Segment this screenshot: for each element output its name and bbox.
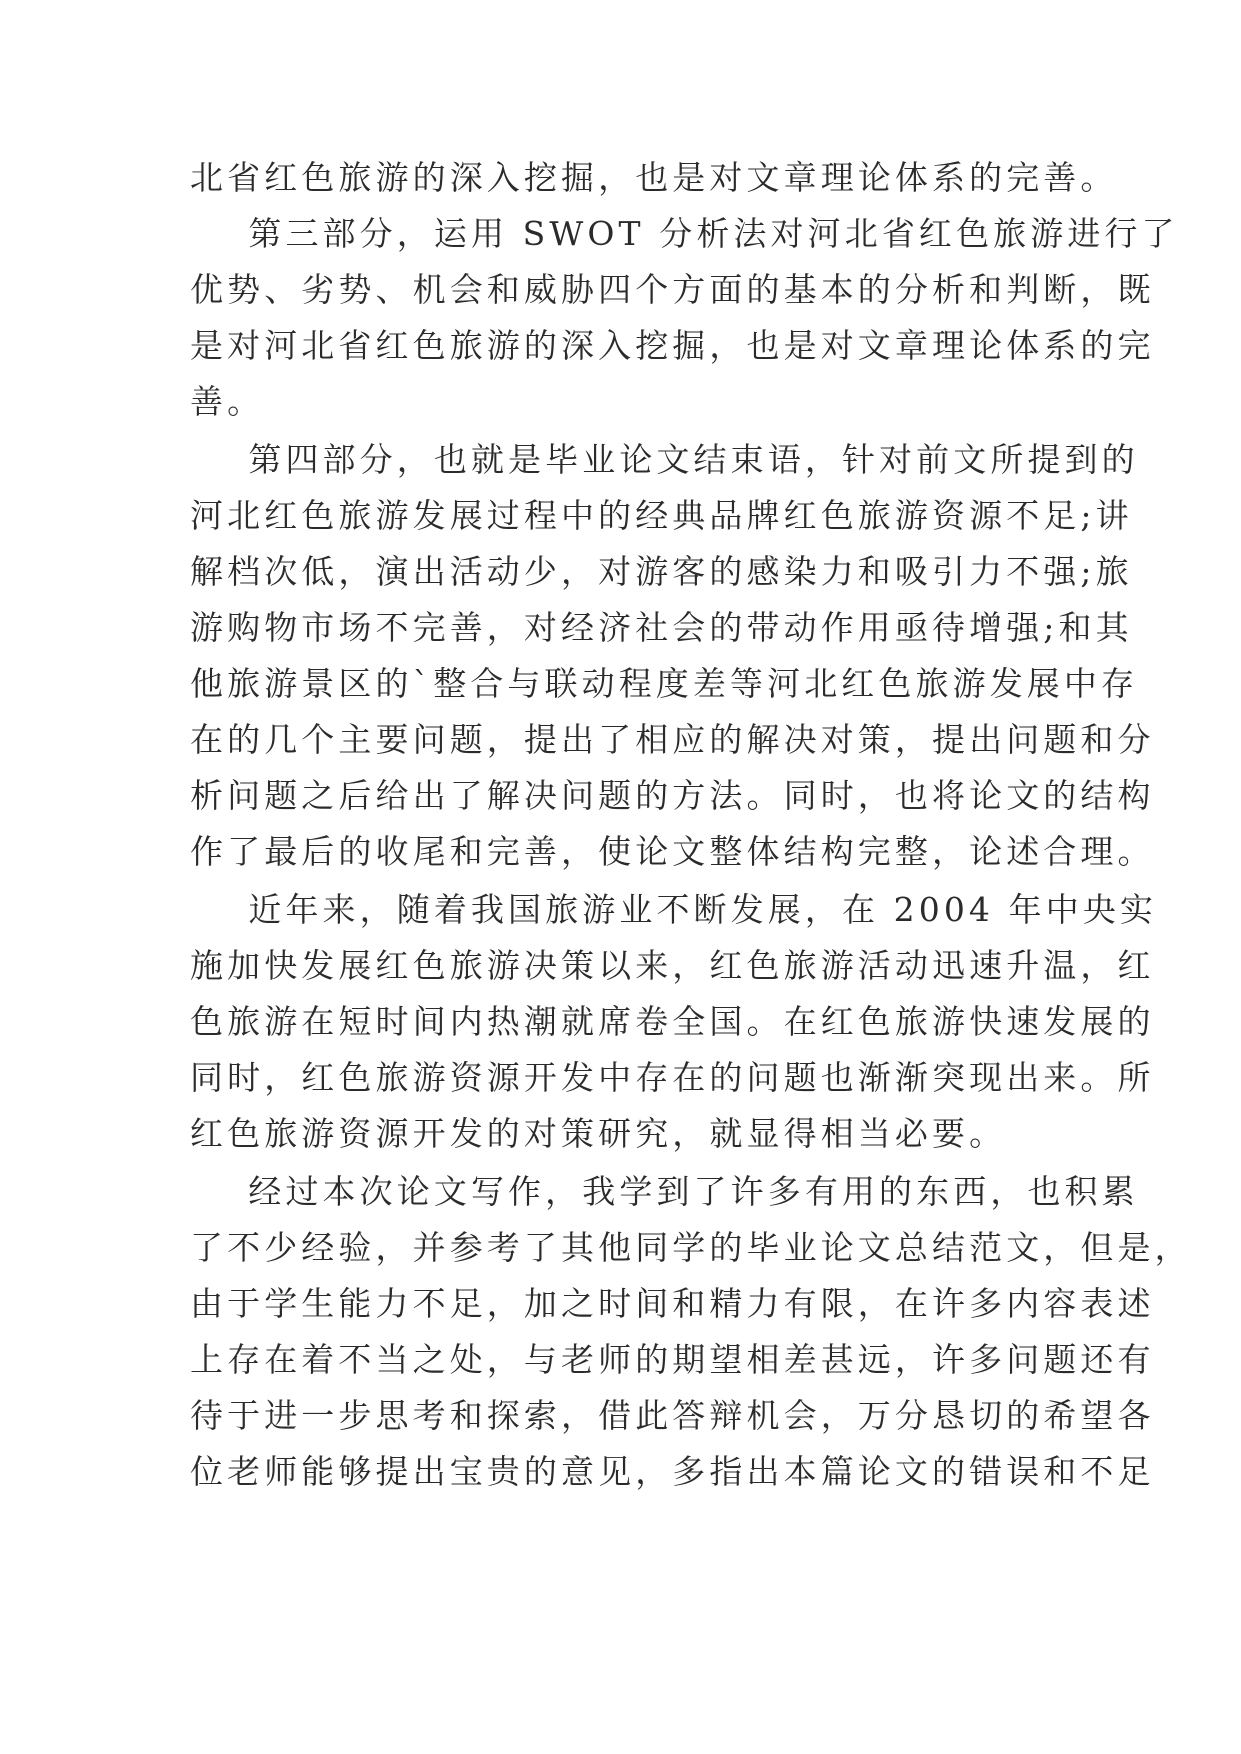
text-line: 作了最后的收尾和完善，使论文整体结构完整，论述合理。 bbox=[190, 832, 1155, 871]
text-line: 第四部分，也就是毕业论文结束语，针对前文所提到的 bbox=[190, 440, 1139, 479]
text-line: 北省红色旅游的深入挖掘，也是对文章理论体系的完善。 bbox=[190, 158, 1118, 197]
text-line: 析问题之后给出了解决问题的方法。同时，也将论文的结构 bbox=[190, 776, 1155, 815]
text-line: 第三部分，运用 SWOT 分析法对河北省红色旅游进行了 bbox=[190, 214, 1179, 253]
text-line: 色旅游在短时间内热潮就席卷全国。在红色旅游快速发展的 bbox=[190, 1002, 1155, 1041]
text-line: 河北红色旅游发展过程中的经典品牌红色旅游资源不足;讲 bbox=[190, 496, 1133, 535]
text-line: 近年来，随着我国旅游业不断发展，在 2004 年中央实 bbox=[190, 890, 1158, 929]
text-line: 位老师能够提出宝贵的意见，多指出本篇论文的错误和不足 bbox=[190, 1452, 1155, 1491]
text-line: 同时，红色旅游资源开发中存在的问题也渐渐突现出来。所 bbox=[190, 1058, 1155, 1097]
text-line: 在的几个主要问题，提出了相应的解决对策，提出问题和分 bbox=[190, 720, 1155, 759]
text-line: 了不少经验，并参考了其他同学的毕业论文总结范文，但是， bbox=[190, 1228, 1192, 1267]
text-line: 他旅游景区的`整合与联动程度差等河北红色旅游发展中存 bbox=[190, 664, 1139, 703]
text-line: 优势、劣势、机会和威胁四个方面的基本的分析和判断，既 bbox=[190, 270, 1155, 309]
text-line: 游购物市场不完善，对经济社会的带动作用亟待增强;和其 bbox=[190, 608, 1133, 647]
text-line: 解档次低，演出活动少，对游客的感染力和吸引力不强;旅 bbox=[190, 552, 1133, 591]
text-line: 红色旅游资源开发的对策研究，就显得相当必要。 bbox=[190, 1114, 1007, 1153]
text-line: 施加快发展红色旅游决策以来，红色旅游活动迅速升温，红 bbox=[190, 946, 1155, 985]
text-line: 待于进一步思考和探索，借此答辩机会，万分恳切的希望各 bbox=[190, 1396, 1155, 1435]
text-line: 上存在着不当之处，与老师的期望相差甚远，许多问题还有 bbox=[190, 1340, 1155, 1379]
text-line: 是对河北省红色旅游的深入挖掘，也是对文章理论体系的完 bbox=[190, 326, 1155, 365]
text-line: 经过本次论文写作，我学到了许多有用的东西，也积累 bbox=[190, 1172, 1139, 1211]
text-line: 善。 bbox=[190, 382, 265, 421]
text-line: 由于学生能力不足，加之时间和精力有限，在许多内容表述 bbox=[190, 1284, 1155, 1323]
